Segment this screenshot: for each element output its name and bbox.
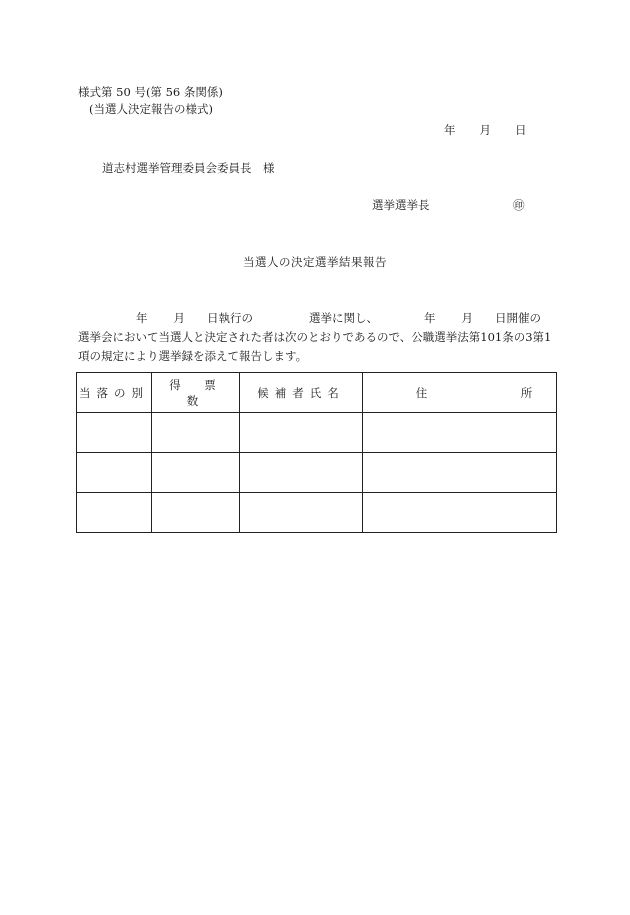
body-day-held: 日開催の bbox=[495, 311, 541, 325]
report-date bbox=[444, 122, 527, 138]
body-line-3: 項の規定により選挙録を添えて報告します。 bbox=[78, 349, 308, 363]
date-month: 月 bbox=[479, 123, 491, 137]
date-day: 日 bbox=[515, 123, 527, 137]
report-body bbox=[78, 309, 558, 366]
document-title: 当選人の決定選挙結果報告 bbox=[243, 255, 387, 269]
body-month-1: 月 bbox=[173, 311, 185, 325]
body-election: 選挙に関し、 bbox=[309, 311, 378, 325]
election-chief-label: 選挙選挙長 bbox=[372, 198, 430, 212]
cell-winner-status[interactable] bbox=[77, 493, 152, 533]
cell-address[interactable] bbox=[363, 453, 557, 493]
table-row bbox=[77, 413, 557, 453]
body-line-2: 選挙会において当選人と決定された者は次のとおりであるので、公職選挙法第101条の3第1 bbox=[78, 330, 552, 344]
header-address-right: 所 bbox=[520, 385, 539, 400]
header-address-left: 住 bbox=[415, 385, 434, 400]
cell-candidate-name[interactable] bbox=[240, 453, 363, 493]
cell-vote-count[interactable] bbox=[152, 413, 240, 453]
body-year-2: 年 bbox=[424, 311, 436, 325]
form-subtitle: (当選人決定報告の様式) bbox=[89, 102, 213, 116]
cell-candidate-name[interactable] bbox=[240, 413, 363, 453]
body-month-2: 月 bbox=[461, 311, 473, 325]
result-table bbox=[76, 372, 557, 533]
table-header-row bbox=[77, 373, 557, 413]
header-winner-status: 当落の別 bbox=[77, 373, 152, 413]
cell-candidate-name[interactable] bbox=[240, 493, 363, 533]
table-row bbox=[77, 453, 557, 493]
cell-address[interactable] bbox=[363, 493, 557, 533]
cell-address[interactable] bbox=[363, 413, 557, 453]
body-year-1: 年 bbox=[136, 311, 148, 325]
cell-winner-status[interactable] bbox=[77, 453, 152, 493]
body-line-1 bbox=[78, 309, 558, 328]
header-vote-count: 得 票 数 bbox=[152, 373, 240, 413]
body-day-exec: 日執行の bbox=[207, 311, 253, 325]
cell-vote-count[interactable] bbox=[152, 453, 240, 493]
cell-winner-status[interactable] bbox=[77, 413, 152, 453]
cell-vote-count[interactable] bbox=[152, 493, 240, 533]
header-address bbox=[363, 373, 557, 413]
seal-mark: ㊞ bbox=[513, 198, 525, 212]
form-number: 様式第 50 号(第 56 条関係) bbox=[78, 85, 223, 99]
addressee: 道志村選挙管理委員会委員長 様 bbox=[102, 161, 275, 175]
date-year: 年 bbox=[444, 123, 456, 137]
header-candidate-name: 候補者氏名 bbox=[240, 373, 363, 413]
table-row bbox=[77, 493, 557, 533]
